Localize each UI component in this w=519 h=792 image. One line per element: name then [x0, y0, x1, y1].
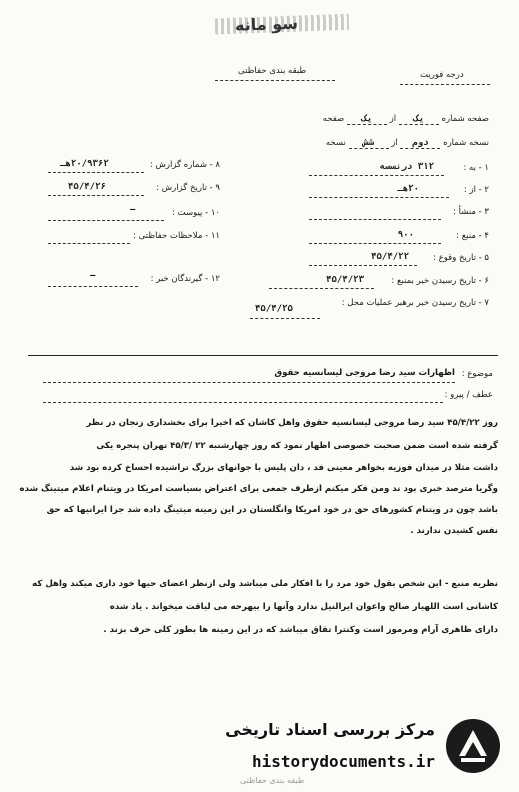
body-line: داشت مثلا در میدان فوزیه بخواهر معینی فد ، دان پلیس با جوانهای بزرگ تراشیده احساخ کرده بود شد	[69, 463, 498, 473]
field-8-line	[48, 172, 144, 173]
classification-label: طبقه بندی حفاظتی	[238, 66, 307, 76]
body-line: روز ۴۵/۴/۲۲ سید رضا مروجی لیسانسیه حقوق واهل کاشان که اخیرا برای بخشداری زنجان در نظر	[86, 418, 498, 428]
field-2-line	[309, 197, 449, 198]
field-12-value: —	[90, 271, 96, 281]
stamp-text: سو مانه	[234, 13, 299, 35]
copy-mid: از	[391, 138, 398, 148]
left-field-8	[20, 160, 220, 176]
footer-classification: طبقه بندی حفاظتی	[240, 776, 305, 785]
body-line: باشد چون در ویتنام کشورهای حق در خود امریکا وانگلستان در این زمینه میتینگ داده شد جرا ایرانیها که حق	[46, 505, 498, 515]
body-line: گرفته شده است ضمن صحبت خصوصی اظهار نمود که روز چهارشنبه ۲۲ /۴۵/۳ تهران پنجره یکی	[96, 441, 498, 451]
field-7-line	[250, 318, 320, 319]
field-1-value: ۳۱۲ درنسسه	[379, 162, 434, 172]
field-7-value: ۴۵/۴/۲۵	[255, 304, 293, 314]
opinion-line: کاشانی است اللهیار صالح واعوان ایرالنیل ندارد وآنها را بیهرحه می لیاقت میخواند . یاد شده	[109, 602, 498, 612]
copy-value: دوم	[400, 138, 440, 149]
field-4-label: ۴ - منبع :	[456, 231, 489, 241]
page-total: یک	[347, 114, 387, 125]
page-value: یک	[399, 114, 439, 125]
reference-row	[23, 390, 493, 406]
subject-line	[43, 382, 455, 383]
section-divider	[28, 355, 498, 356]
field-10-value: —	[130, 205, 136, 215]
field-6-line	[269, 288, 374, 289]
field-5-line	[309, 265, 417, 266]
header-stamp	[215, 10, 356, 41]
field-8-value: ۲۰/۹۳۶۲هـ	[60, 159, 109, 169]
right-field-2	[269, 185, 489, 201]
subject-value: اظهارات سید رضا مروجی لیسانسیه حقوق	[274, 368, 455, 378]
subject-row	[23, 368, 493, 384]
report-body	[19, 418, 498, 547]
copy-prefix: نسخه شماره	[443, 138, 489, 148]
left-field-11	[20, 231, 220, 247]
right-field-4	[269, 231, 489, 247]
field-2-value: ۲۰هـ	[397, 184, 419, 194]
subject-label: موضوع :	[461, 369, 493, 379]
page-number-line	[289, 114, 489, 125]
field-1-label: ۱ - به :	[463, 163, 489, 173]
page-mid: از	[389, 114, 397, 124]
body-line: وگریا مترصد خبری بود ند ومن فکر میکنم ازطرف جمعی برای اعتراض بسیاست امریکا در ویتنام اعلام میتینگ شده	[19, 484, 498, 494]
field-1-line	[309, 175, 444, 176]
field-4-value: ۹۰۰	[397, 230, 414, 240]
right-field-6	[269, 276, 489, 292]
field-10-label: ۱۰ - پیوست :	[172, 208, 220, 218]
field-3-line	[309, 219, 441, 220]
copy-total: شش	[349, 138, 389, 149]
page-suffix: صفحه	[322, 114, 345, 124]
field-2-label: ۲ - از :	[463, 185, 489, 195]
field-9-line	[48, 195, 144, 196]
field-5-label: ۵ - تاریخ وقوع :	[433, 253, 489, 263]
field-12-line	[48, 286, 138, 287]
right-field-5	[269, 253, 489, 269]
field-8-label: ۸ - شماره گزارش :	[149, 160, 220, 170]
page-prefix: صفحه شماره	[441, 114, 489, 124]
field-6-label: ۶ - تاریخ رسیدن خبر بمنبع :	[391, 276, 489, 286]
field-10-line	[48, 220, 164, 221]
field-11-line	[48, 243, 130, 244]
reference-line	[43, 402, 443, 403]
field-9-label: ۹ - تاریخ گزارش :	[156, 183, 220, 193]
field-9-value: ۴۵/۴/۲۶	[68, 182, 106, 192]
left-field-12	[20, 271, 220, 290]
urgency-line	[400, 84, 490, 85]
right-field-1	[269, 163, 489, 179]
field-3-label: ۳ - منشأ :	[453, 207, 489, 217]
field-7-label: ۷ - تاریخ رسیدن خبر برهبر عملیات محل :	[341, 298, 489, 308]
field-6-value: ۴۵/۴/۲۳	[326, 275, 364, 285]
copy-suffix: نسخه	[325, 138, 346, 148]
copy-number-line	[289, 138, 489, 149]
left-field-10	[20, 205, 220, 224]
left-field-9	[20, 183, 220, 199]
opinion-line: نظریه منبع - این شخص بقول خود مرد را با افکار ملی میباشد ولی ازنظر اعضای حیها خود داری میکند واهل که	[32, 579, 498, 589]
reference-label: عطف / پیرو :	[444, 390, 493, 400]
classification-line	[215, 80, 335, 81]
watermark	[225, 712, 505, 784]
body-line: نفس کشیدن ندارند .	[410, 526, 498, 536]
source-opinion	[24, 579, 498, 648]
opinion-line: دارای ظاهری آرام ومرموز است وکنترا تقاق میباشد که در این زمینه ها بطور کلی حرف بزند .	[103, 625, 498, 635]
watermark-name: مرکز بررسی اسناد تاریخی	[225, 720, 435, 739]
field-12-label: ۱۲ - گیرندگان خبر :	[150, 274, 220, 284]
field-11-label: ۱۱ - ملاحظات حفاظتی :	[133, 231, 220, 241]
right-field-3	[269, 207, 489, 223]
watermark-logo-icon	[443, 716, 503, 776]
urgency-label: درجه فوریت	[420, 70, 464, 80]
field-5-value: ۴۵/۴/۲۲	[371, 252, 409, 262]
watermark-url: historydocuments.ir	[251, 752, 435, 771]
field-4-line	[309, 243, 441, 244]
